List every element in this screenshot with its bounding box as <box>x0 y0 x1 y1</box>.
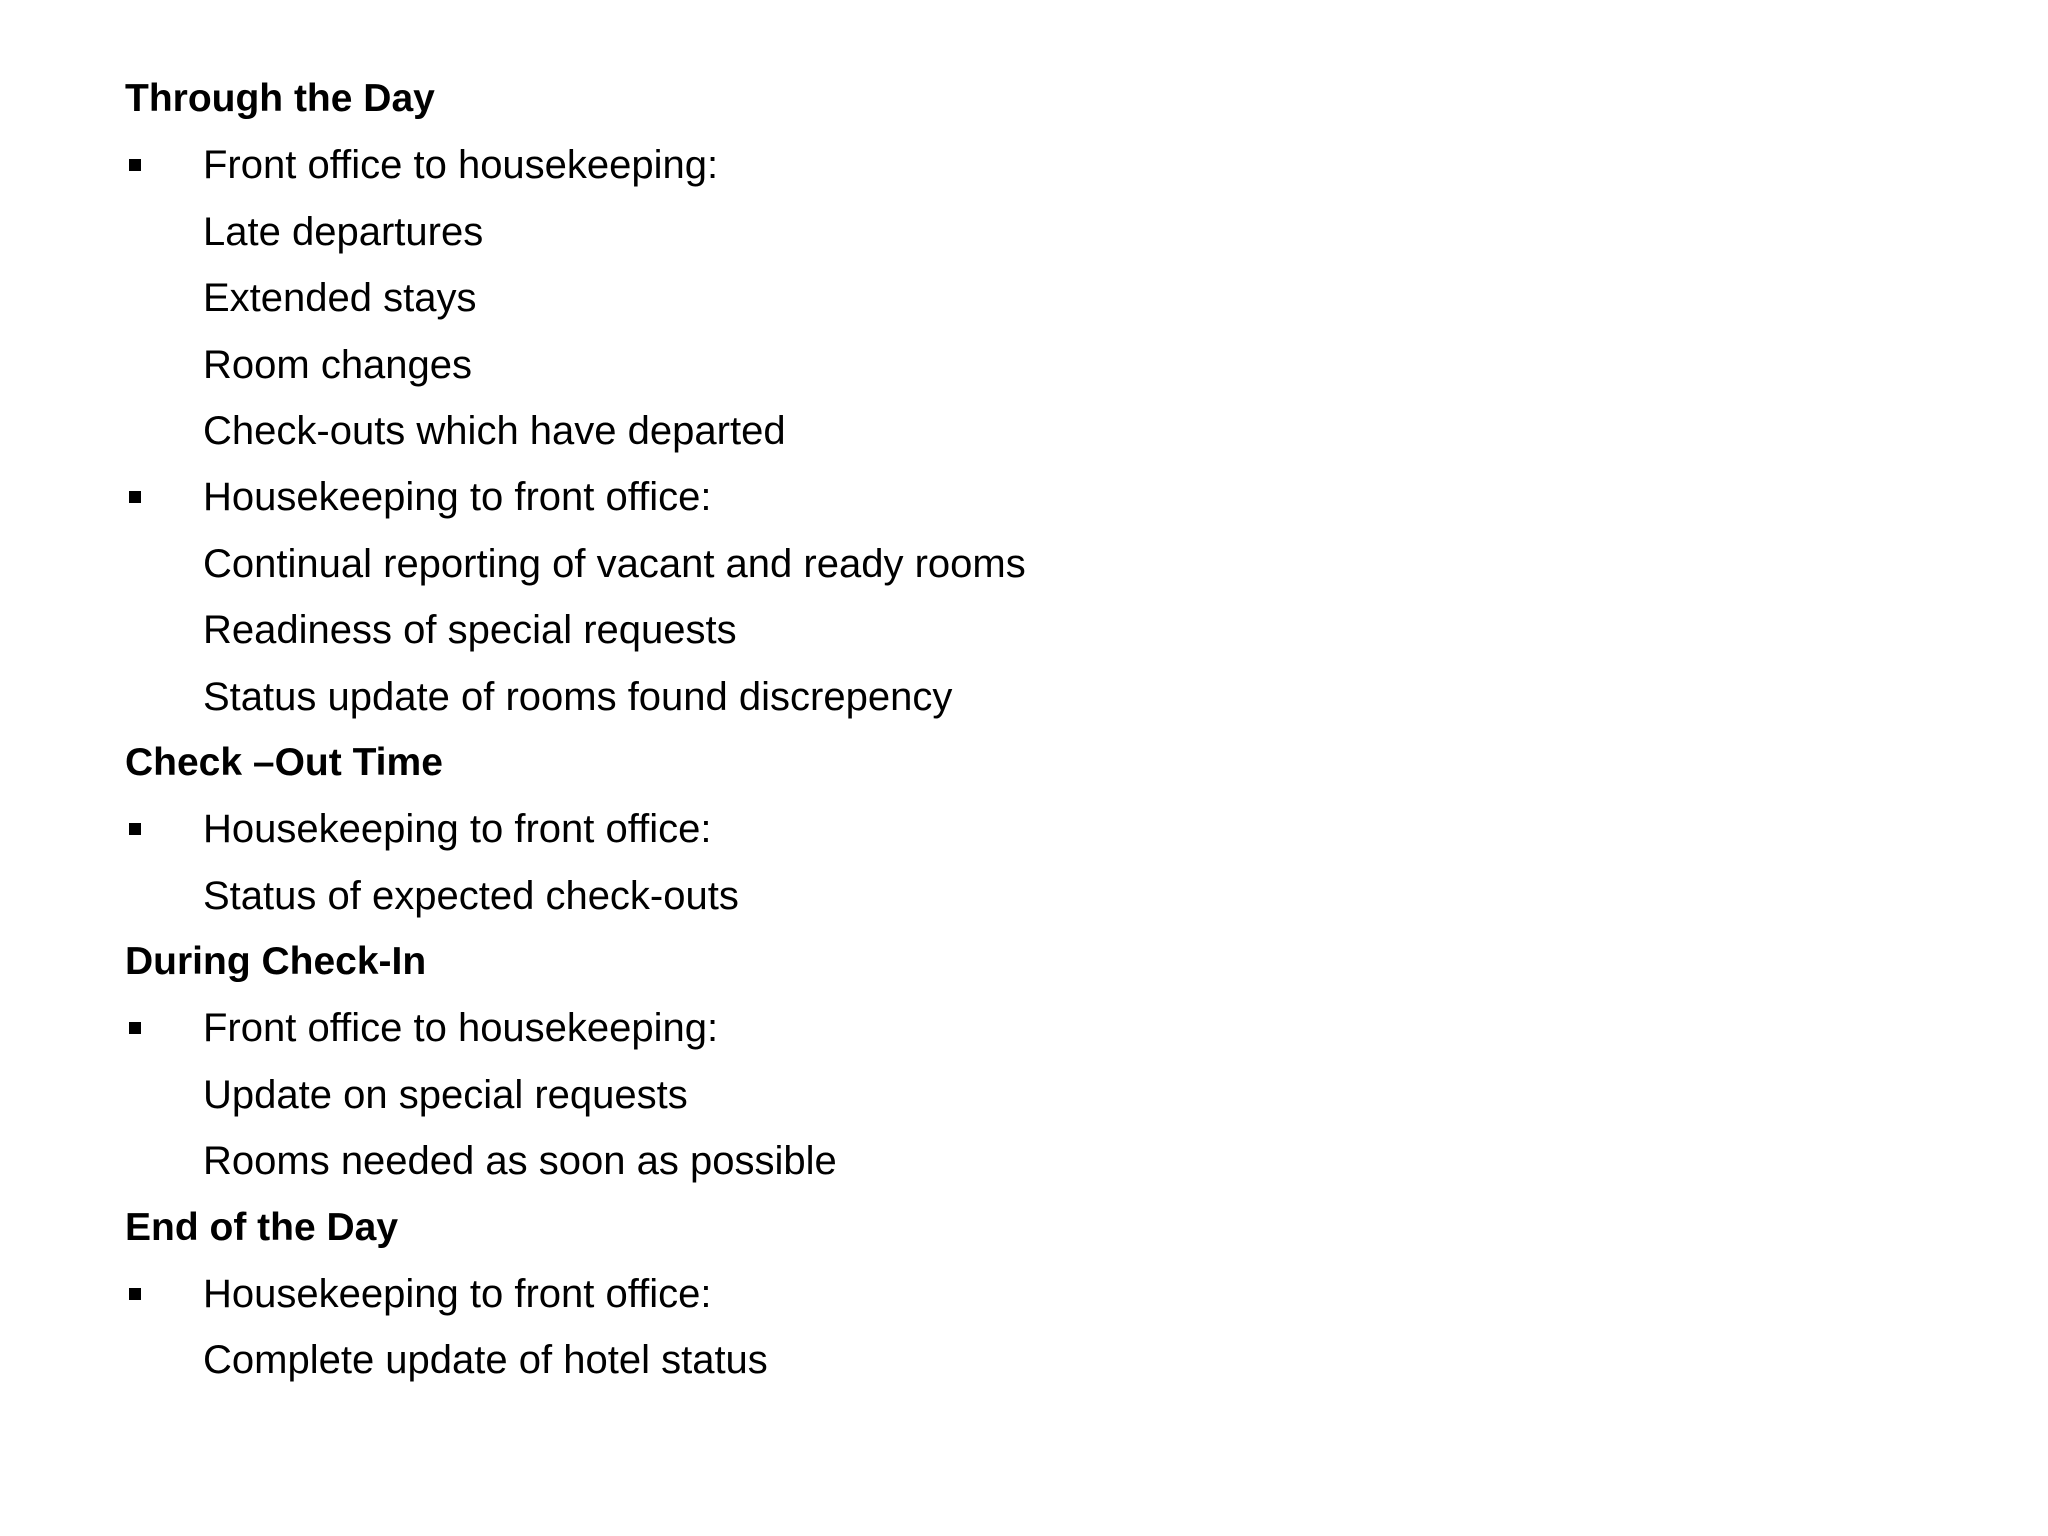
sub-item: Status of expected check-outs <box>203 873 739 918</box>
bullet-text: Front office to housekeeping: <box>203 1006 719 1051</box>
bullet-item <box>125 796 1925 862</box>
bullet-text: Front office to housekeeping: <box>203 143 719 188</box>
sub-item: Status update of rooms found discrepency <box>203 674 953 719</box>
sub-item: Update on special requests <box>203 1072 688 1117</box>
sub-item: Late departures <box>203 209 484 254</box>
bullet-item <box>125 132 1925 198</box>
sub-item: Rooms needed as soon as possible <box>203 1139 837 1184</box>
square-bullet-icon <box>129 1022 141 1034</box>
bullet-item <box>125 1261 1925 1327</box>
sub-item: Readiness of special requests <box>203 608 737 653</box>
square-bullet-icon <box>129 159 141 171</box>
slide-content <box>125 66 1925 1394</box>
square-bullet-icon <box>129 1288 141 1300</box>
sub-item: Room changes <box>203 342 473 387</box>
section-heading-during-check-in: During Check-In <box>125 940 427 984</box>
bullet-text: Housekeeping to front office: <box>203 807 712 852</box>
section-heading-check-out-time: Check –Out Time <box>125 740 443 784</box>
sub-item: Complete update of hotel status <box>203 1338 768 1383</box>
sub-item: Check-outs which have departed <box>203 408 786 453</box>
section-heading-end-of-the-day: End of the Day <box>125 1205 399 1249</box>
section-heading-through-the-day: Through the Day <box>125 77 435 120</box>
square-bullet-icon <box>129 823 141 835</box>
sub-item: Extended stays <box>203 276 477 321</box>
sub-item: Continual reporting of vacant and ready rooms <box>203 541 1026 586</box>
bullet-item <box>125 995 1925 1061</box>
bullet-text: Housekeeping to front office: <box>203 1272 712 1317</box>
bullet-item <box>125 464 1925 530</box>
square-bullet-icon <box>129 491 141 503</box>
bullet-text: Housekeeping to front office: <box>203 475 712 520</box>
